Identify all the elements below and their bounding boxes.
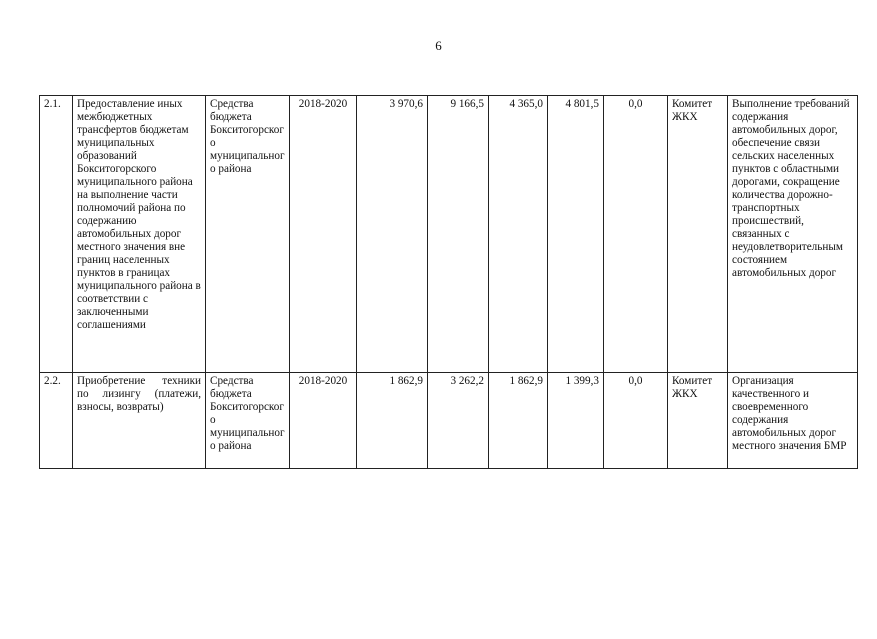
program-activities-table bbox=[39, 95, 858, 469]
value-cell: 0,0 bbox=[604, 96, 668, 373]
value-cell: 3 262,2 bbox=[428, 373, 489, 469]
value-cell: 0,0 bbox=[604, 373, 668, 469]
table-row bbox=[40, 96, 858, 373]
page-number: 6 bbox=[435, 38, 442, 53]
value-cell: 3 970,6 bbox=[357, 96, 428, 373]
funding-source: Средства бюджета Бокситогорского муниципального района bbox=[206, 373, 290, 469]
value-cell: 4 801,5 bbox=[548, 96, 604, 373]
value-cell: 4 365,0 bbox=[489, 96, 548, 373]
period: 2018-2020 bbox=[290, 96, 357, 373]
period: 2018-2020 bbox=[290, 373, 357, 469]
table-row bbox=[40, 373, 858, 469]
value-cell: 1 862,9 bbox=[489, 373, 548, 469]
executor: Комитет ЖКХ bbox=[668, 96, 728, 373]
row-number: 2.2. bbox=[40, 373, 73, 469]
executor: Комитет ЖКХ bbox=[668, 373, 728, 469]
value-cell: 9 166,5 bbox=[428, 96, 489, 373]
row-number: 2.1. bbox=[40, 96, 73, 373]
expected-result: Выполнение требований содержания автомобильных дорог, обеспечение связи сельских населенных пунктов с областными дорогами, сокращение количества дорожно-транспортных происшествий, связанных с неудовлетворительным состоянием автомобильных дорог bbox=[728, 96, 858, 373]
activity-name: Предоставление иных межбюджетных трансфертов бюджетам муниципальных образований Бокситогорского муниципального района на выполнение части полномочий района по содержанию автомобильных дорог местного значения вне границ населенных пунктов в границах муниципального района в соответствии с заключенными соглашениями bbox=[73, 96, 206, 373]
value-cell: 1 399,3 bbox=[548, 373, 604, 469]
value-cell: 1 862,9 bbox=[357, 373, 428, 469]
activity-name: Приобретение техники по лизингу (платежи, взносы, возвраты) bbox=[73, 373, 206, 469]
expected-result: Организация качественного и своевременного содержания автомобильных дорог местного значения БМР bbox=[728, 373, 858, 469]
funding-source: Средства бюджета Бокситогорского муниципального района bbox=[206, 96, 290, 373]
